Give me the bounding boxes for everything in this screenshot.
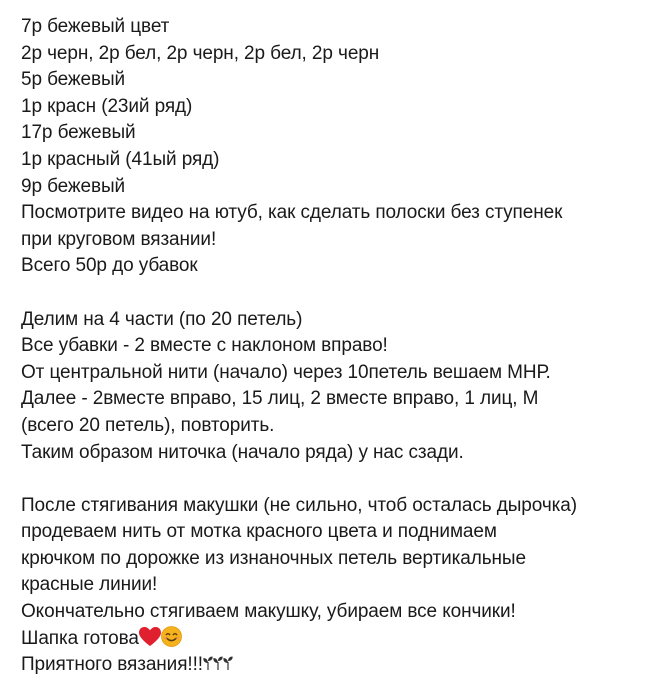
text-line: 5р бежевый	[21, 69, 126, 91]
text-line: 2р черн, 2р бел, 2р черн, 2р бел, 2р черн	[21, 42, 380, 64]
blank-line	[21, 280, 636, 307]
smiling-face-icon	[161, 626, 182, 647]
text-line: 9р бежевый	[21, 175, 126, 197]
heart-icon	[139, 627, 161, 647]
text-line: Все убавки - 2 вместе с наклоном вправо!	[21, 335, 388, 357]
text-line: крючком по дорожке из изнаночных петель вертикальные	[21, 547, 526, 569]
text-line: 1р красн (23ий ряд)	[21, 95, 193, 117]
sprout-icon	[213, 656, 223, 670]
text-line: 1р красный (41ый ряд)	[21, 148, 220, 170]
text-line: Окончательно стягиваем макушку, убираем все кончики!	[21, 601, 516, 623]
text-line: Далее - 2вместе вправо, 15 лиц, 2 вместе вправо, 1 лиц, М	[21, 388, 539, 410]
text-segment: Шапка готова	[21, 627, 139, 649]
text-line: После стягивания макушки (не сильно, чтоб осталась дырочка)	[21, 494, 577, 516]
text-line: Всего 50р до убавок	[21, 255, 198, 277]
text-line-with-emoji	[21, 626, 636, 653]
text-line: продеваем нить от мотка красного цвета и поднимаем	[21, 521, 497, 543]
sprout-icon	[203, 656, 213, 670]
text-line-with-emoji	[21, 652, 636, 679]
text-line: Таким образом ниточка (начало ряда) у нас сзади.	[21, 441, 464, 463]
text-line: красные линии!	[21, 574, 158, 596]
text-line: 7р бежевый цвет	[21, 16, 170, 37]
text-line: при круговом вязании!	[21, 228, 217, 250]
text-line: От центральной нити (начало) через 10петель вешаем МНР.	[21, 361, 551, 383]
text-line: Делим на 4 части (по 20 петель)	[21, 308, 303, 330]
text-line: 17р бежевый	[21, 122, 136, 144]
text-segment: Приятного вязания!!!	[21, 654, 203, 676]
note-text	[21, 14, 636, 679]
sprout-icon	[223, 656, 233, 670]
blank-line	[21, 466, 636, 493]
text-line: Посмотрите видео на ютуб, как сделать полоски без ступенек	[21, 202, 563, 224]
text-line: (всего 20 петель), повторить.	[21, 414, 275, 436]
